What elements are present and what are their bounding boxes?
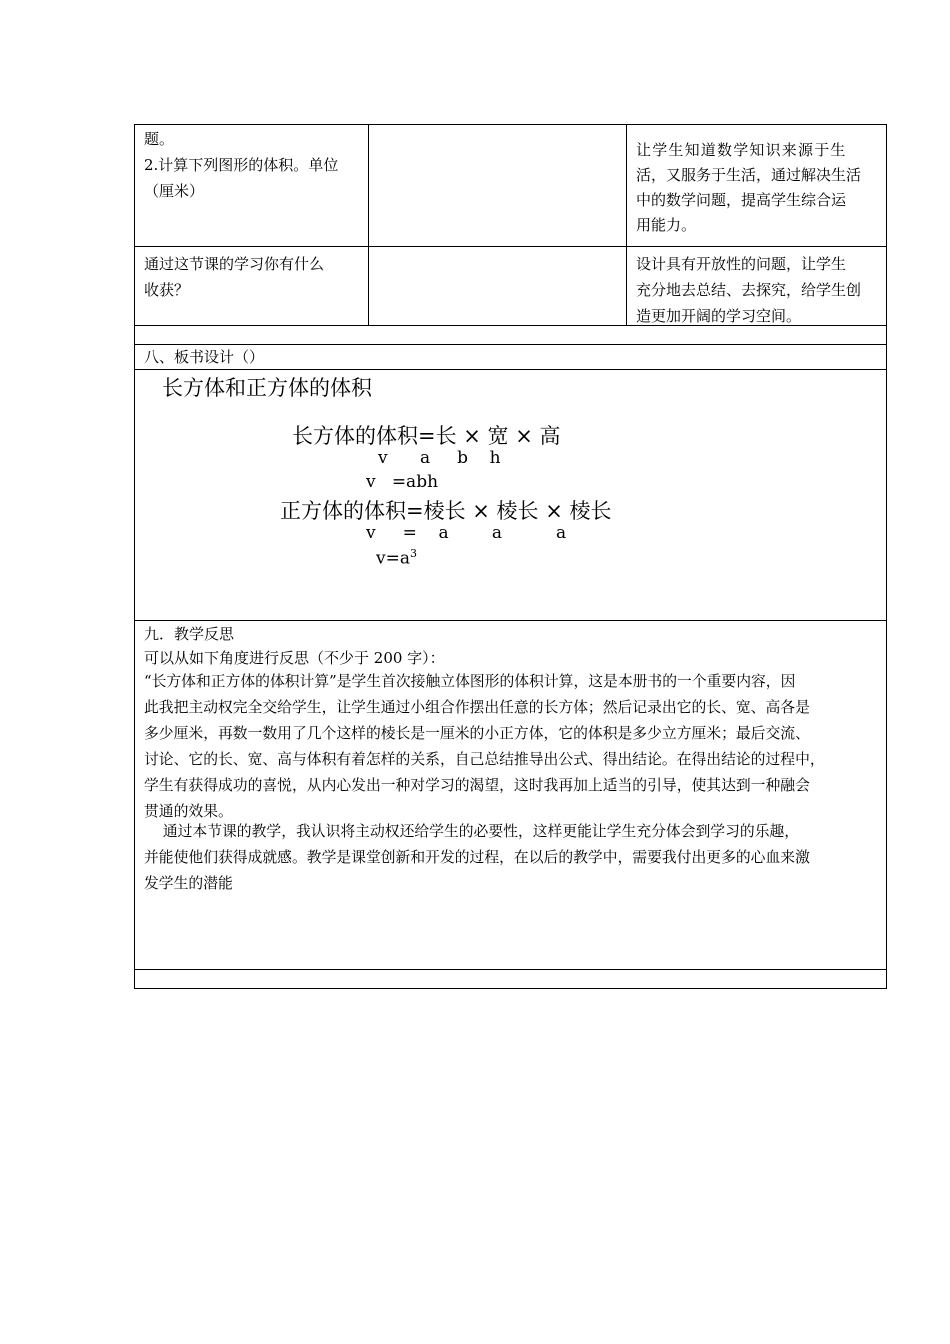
row1-col1-cell bbox=[144, 126, 362, 204]
section9-heading: 九．教学反思 bbox=[144, 625, 235, 643]
row-divider-5 bbox=[134, 620, 887, 621]
cuboid-formula: 长方体的体积=长 × 宽 × 高 bbox=[292, 424, 561, 448]
reflection-paragraph-2 bbox=[144, 819, 884, 897]
text-line: （厘米） bbox=[144, 182, 205, 200]
reflection-paragraph-1 bbox=[144, 669, 884, 825]
cube-symbols: v = a a a bbox=[366, 523, 567, 543]
row1-col3-cell bbox=[636, 138, 881, 238]
table-top-border bbox=[134, 124, 887, 125]
table-bottom-border bbox=[134, 988, 887, 989]
cube-result-base: v=a bbox=[376, 548, 410, 569]
text-line: 此我把主动权完全交给学生，让学生通过小组合作摆出任意的长方体；然后记录出它的长、宽、高各是 bbox=[144, 699, 810, 716]
row-divider-6 bbox=[134, 969, 887, 970]
text-line: 通过这节课的学习你有什么 bbox=[144, 255, 325, 273]
section8-heading: 八、板书设计（） bbox=[144, 348, 265, 366]
text-line: 充分地去总结、去探究，给学生创 bbox=[636, 281, 862, 299]
text-line: 发学生的潜能 bbox=[144, 875, 233, 892]
table-right-border bbox=[886, 124, 887, 989]
text-line: 学生有获得成功的喜悦，从内心发出一种对学习的渴望，这时我再加上适当的引导，使其达到一种融会 bbox=[144, 777, 810, 794]
row2-col3-cell bbox=[636, 251, 881, 329]
table-left-border bbox=[134, 124, 135, 989]
column-divider-1 bbox=[368, 124, 369, 326]
text-line: 设计具有开放性的问题，让学生 bbox=[636, 255, 847, 273]
text-line: 让学生知道数学知识来源于生 bbox=[636, 141, 847, 159]
row-divider-1 bbox=[134, 246, 887, 247]
column-divider-2 bbox=[626, 124, 627, 326]
text-line: 并能使他们获得成就感。教学是课堂创新和开发的过程，在以后的教学中，需要我付出更多的心血来激 bbox=[144, 849, 810, 866]
text-line: 多少厘米，再数一数用了几个这样的棱长是一厘米的小正方体，它的体积是多少立方厘米；最后交流、 bbox=[144, 725, 810, 742]
cuboid-result: v =abh bbox=[366, 472, 439, 492]
text-line: 用能力。 bbox=[636, 216, 697, 234]
text-line: 通过本节课的教学，我认识将主动权还给学生的必要性，这样更能让学生充分体会到学习的乐趣， bbox=[144, 823, 800, 840]
board-title: 长方体和正方体的体积 bbox=[162, 376, 372, 400]
text-line: 收获？ bbox=[144, 281, 190, 299]
row2-col1-cell bbox=[144, 251, 362, 303]
cube-formula: 正方体的体积=棱长 × 棱长 × 棱长 bbox=[280, 499, 612, 523]
cube-result-exponent: 3 bbox=[409, 547, 417, 560]
cuboid-symbols: v a b h bbox=[378, 448, 501, 468]
section9-intro: 可以从如下角度进行反思（不少于 200 字）： bbox=[144, 649, 445, 667]
text-line: 中的数学问题，提高学生综合运 bbox=[636, 191, 847, 209]
text-line: 贯通的效果。 bbox=[144, 803, 233, 820]
text-line: 题。 bbox=[144, 130, 175, 148]
text-line: “长方体和正方体的体积计算”是学生首次接触立体图形的体积计算，这是本册书的一个重要内容，因 bbox=[144, 673, 796, 690]
text-line: 活，又服务于生活，通过解决生活 bbox=[636, 166, 862, 184]
text-line: 讨论、它的长、宽、高与体积有着怎样的关系，自己总结推导出公式、得出结论。在得出结论的过程中， bbox=[144, 751, 825, 768]
cube-result bbox=[376, 547, 417, 569]
text-line: 2.计算下列图形的体积。单位 bbox=[144, 156, 339, 174]
text-line: 造更加开阔的学习空间。 bbox=[636, 307, 802, 325]
